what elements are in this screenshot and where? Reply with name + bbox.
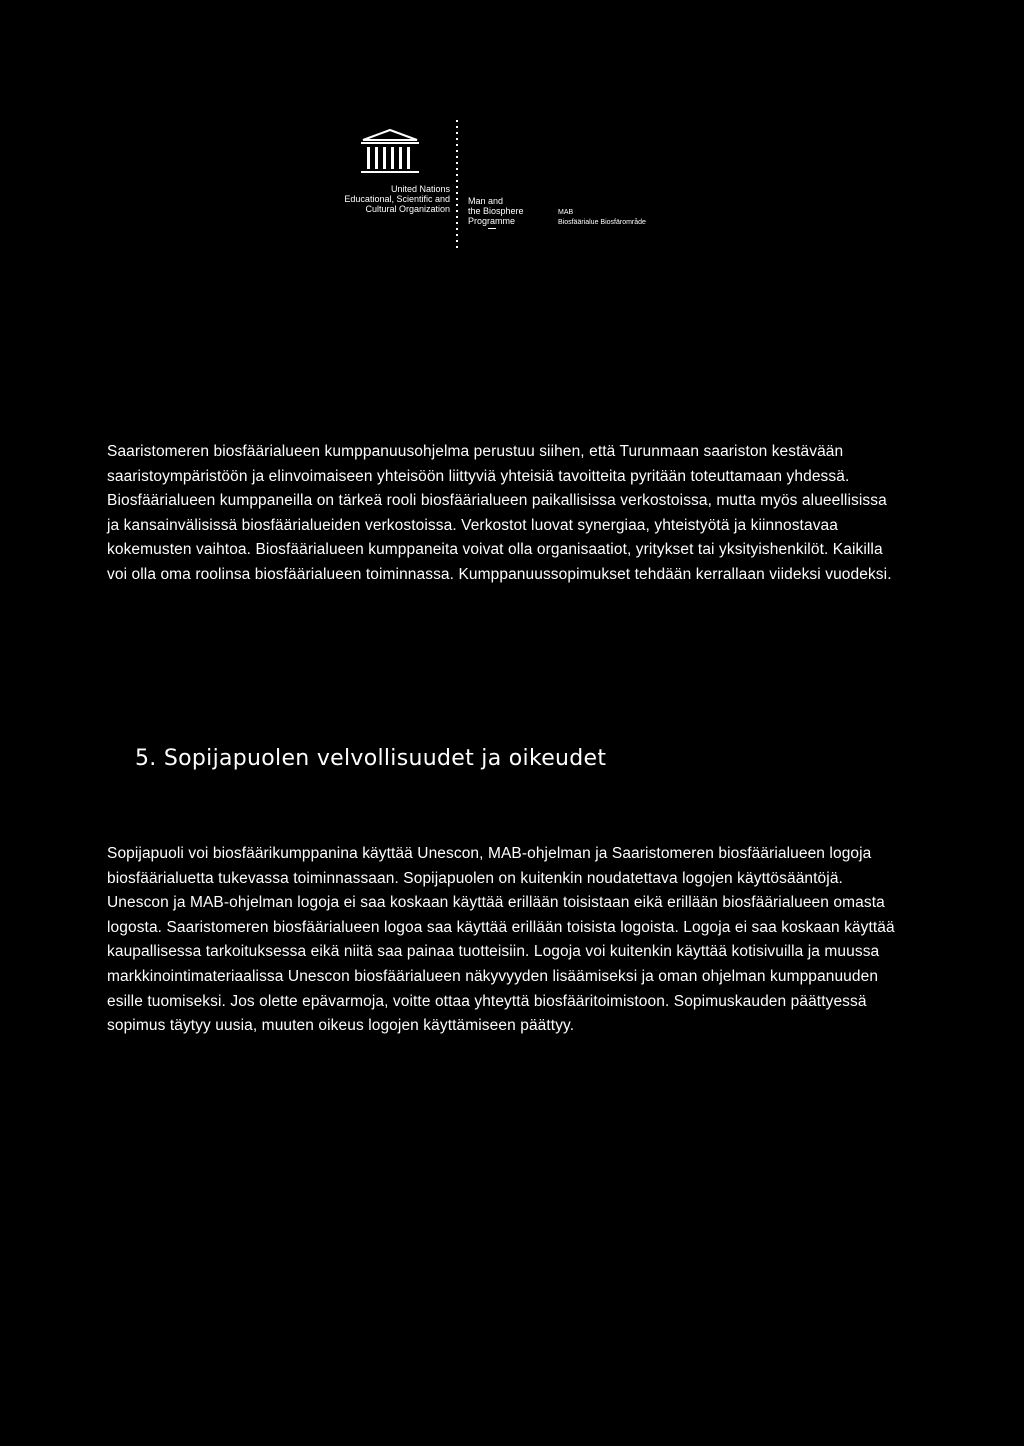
unesco-temple-icon [355,118,425,178]
mab-programme-label [468,196,524,226]
unesco-logo [330,118,450,214]
finnish-line-2: Biosfäärialue Biosfärområde [558,219,646,226]
org-line-1: United Nations [390,184,450,194]
unesco-org-name [330,184,450,214]
paragraph-1-text: Saaristomeren biosfäärialueen kumppanuusohjelma perustuu siihen, että Turunmaan saariston kestävään saaristoympäristöön ja elinvoimaiseen yhteisöön liittyviä yhteisiä tavoitteita pyritään toteuttamaan yhdessä. Biosfäärialueen kumppaneilla on tärkeä rooli biosfäärialueen paikallisissa verkostoissa, mutta myös alueellisissa ja kansainvälisissä biosfäärialueiden verkostoissa. Verkostot luovat synergiaa, yhteistyötä ja kiinnostavaa kokemusten vaihtoa. Biosfäärialueen kumppaneita voivat olla organisaatiot, yritykset tai yksityishenkilöt. Kaikilla voi olla oma roolinsa biosfäärialueen toiminnassa. Kumppanuussopimukset tehdään kerrallaan viideksi vuodeksi. [107,443,892,583]
dash-mark [488,228,496,229]
programme-line-2: the Biosphere [468,206,524,216]
logo-header [0,110,1024,260]
section-heading: 5. Sopijapuolen velvollisuudet ja oikeudet [135,746,607,771]
logo-divider [456,120,458,250]
org-line-2: Educational, Scientific and [344,194,450,204]
programme-line-1: Man and [468,196,504,206]
programme-line-3: Programme [468,216,516,226]
org-line-3: Cultural Organization [365,204,450,214]
finnish-line-1: MAB [558,209,574,216]
obligations-paragraph [107,842,897,1039]
intro-paragraph [107,440,897,588]
biosphere-area-label [558,208,646,228]
paragraph-2-text: Sopijapuoli voi biosfäärikumppanina käyttää Unescon, MAB-ohjelman ja Saaristomeren biosfäärialueen logoja biosfäärialuetta tukevassa toiminnassaan. Sopijapuolen on kuitenkin noudatettava logojen käyttösääntöjä. Unescon ja MAB-ohjelman logoja ei saa koskaan käyttää erillään toisistaan eikä erillään biosfäärialueen omasta logosta. Saaristomeren biosfäärialueen logoa saa käyttää erillään toisista logoista. Logoja ei saa koskaan käyttää kaupallisessa tarkoituksessa eikä niitä saa painaa tuotteisiin. Logoja voi kuitenkin käyttää kotisivuilla ja muussa markkinointimateriaalissa Unescon biosfäärialueen näkyvyyden lisäämiseksi ja oman ohjelman kumppanuuden esille tuomiseksi. Jos olette epävarmoja, voitte ottaa yhteyttä biosfääritoimistoon. Sopimuskauden päättyessä sopimus täytyy uusia, muuten oikeus logojen käyttämiseen päättyy. [107,845,895,1035]
